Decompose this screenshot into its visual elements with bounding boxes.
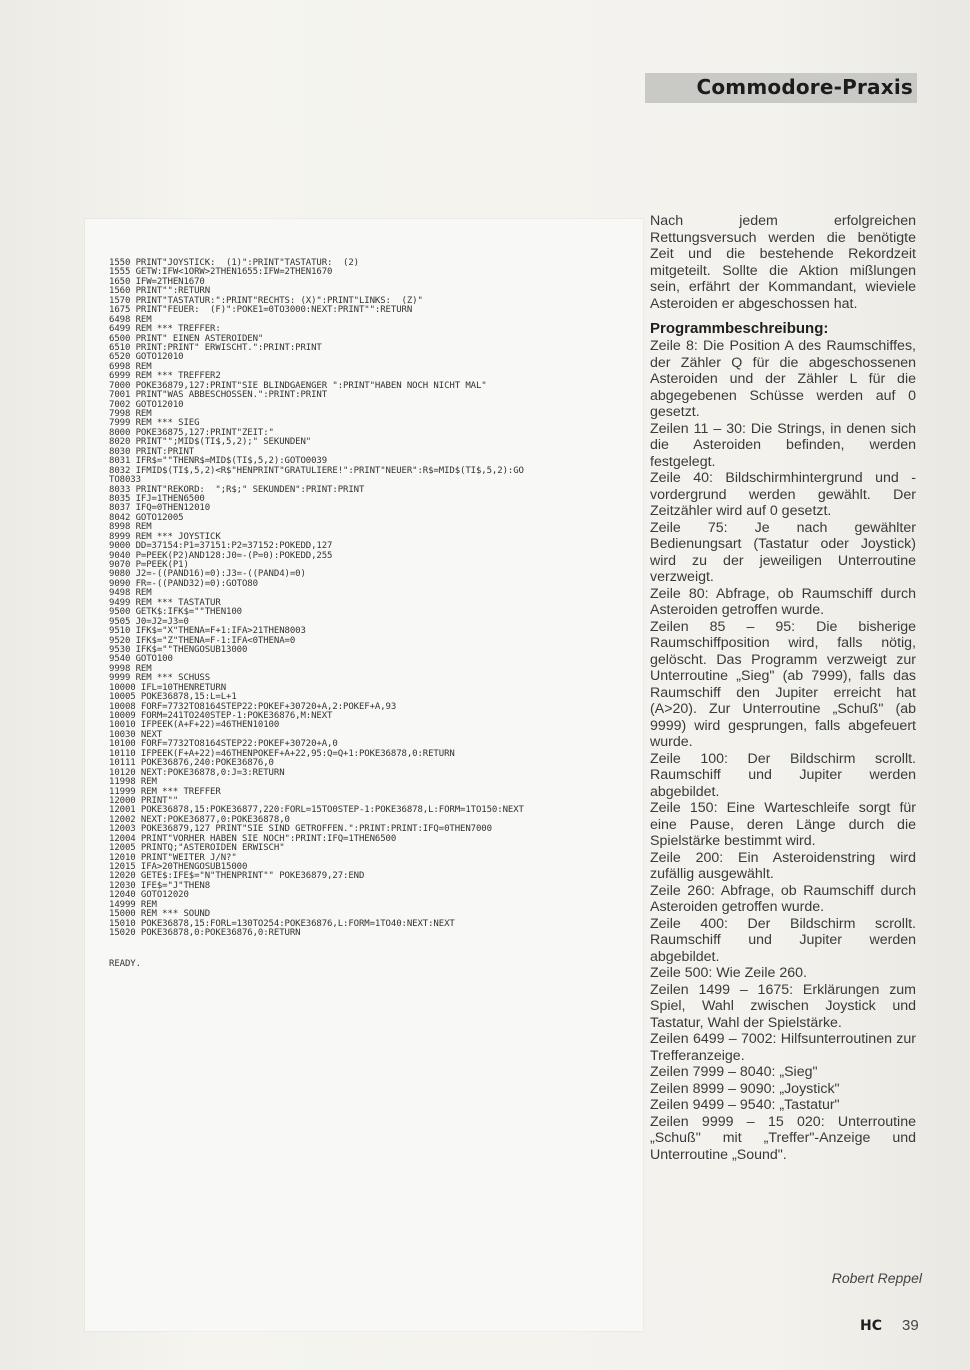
section-header xyxy=(645,73,917,103)
code-line: 12020 GETE$:IFE$="N"THENPRINT"" POKE36879,27:END xyxy=(109,871,365,882)
code-line: 8035 IFJ=1THEN6500 xyxy=(109,493,205,504)
code-line: 8000 POKE36875,127:PRINT"ZEIT:" xyxy=(109,427,274,438)
description-item: Zeile 100: Der Bildschirm scrollt. Raumschiff und Jupiter werden abgebildet. xyxy=(650,750,916,800)
code-line: 1650 IFW=2THEN1670 xyxy=(109,276,205,287)
description-list xyxy=(650,338,916,1163)
code-line: 10030 NEXT xyxy=(109,729,163,740)
description-item: Zeile 75: Je nach gewählter Bedienungsart (Tastatur oder Joystick) wird zu der jeweiligen Unterroutine verzweigt. xyxy=(650,519,916,585)
code-line: 9070 P=PEEK(P1) xyxy=(109,560,189,570)
code-line: 10110 IFPEEK(F+A+22)=46THENPOKEF+A+22,95:Q=Q+1:POKE36878,0:RETURN xyxy=(109,748,455,759)
code-line: 9040 P=PEEK(P2)AND128:J0=-(P=0):POKEDD,255 xyxy=(109,550,333,561)
code-line: 8032 IFMID$(TI$,5,2)<R$"HENPRINT"GRATULIERE!":PRINT"NEUER":R$=MID$(TI$,5,2):GO xyxy=(109,465,524,476)
code-line: 12004 PRINT"VORHER HABEN SIE NOCH":PRINT:IFQ=1THEN6500 xyxy=(109,833,397,844)
code-line: 10005 POKE36878,15:L=L+1 xyxy=(109,692,237,703)
code-line: 11998 REM xyxy=(109,777,157,788)
description-item: Zeile 500: Wie Zeile 260. xyxy=(650,965,807,981)
description-item: Zeile 200: Ein Asteroidenstring wird zufällig ausgewählt. xyxy=(650,849,916,882)
code-line: 12005 PRINTQ;"ASTEROIDEN ERWISCH" xyxy=(109,843,285,854)
section-title: Commodore-Praxis xyxy=(696,75,913,99)
magazine-brand: HC xyxy=(860,1318,882,1334)
code-line: 9520 IFK$="Z"THENA=F-1:IFA<0THENA=0 xyxy=(109,635,296,646)
description-item: Zeilen 11 – 30: Die Strings, in denen sich die Asteroiden befinden, werden festgelegt. xyxy=(650,420,916,470)
code-line: 12010 PRINT"WEITER J/N?" xyxy=(109,852,237,863)
code-line: 10000 IFL=10THENRETURN xyxy=(109,682,227,693)
code-line: 9510 IFK$="X"THENA=F+1:IFA>21THEN8003 xyxy=(109,626,306,637)
code-line: 12001 POKE36878,15:POKE36877,220:FORL=15TO0STEP-1:POKE36878,L:FORM=1TO150:NEXT xyxy=(109,805,524,816)
description-item: Zeile 260: Abfrage, ob Raumschiff durch Asteroiden getroffen wurde. xyxy=(650,882,916,915)
code-line: 8999 REM *** JOYSTICK xyxy=(109,531,221,542)
code-line: 9500 GETK$:IFK$=""THEN100 xyxy=(109,607,242,618)
description-item: Zeile 80: Abfrage, ob Raumschiff durch Asteroiden getroffen wurde. xyxy=(650,585,916,618)
code-line: 8031 IFR$=""THENR$=MID$(TI$,5,2):GOTO0039 xyxy=(109,456,328,467)
code-line: 9999 REM *** SCHUSS xyxy=(109,673,211,684)
article-heading: Programmbeschreibung: xyxy=(650,320,829,337)
description-item: Zeile 150: Eine Warteschleife sorgt für eine Pause, deren Länge durch die Spielstärke bestimmt wird. xyxy=(650,800,916,849)
code-line: 9499 REM *** TASTATUR xyxy=(109,597,221,608)
code-line: 8042 GOTO12005 xyxy=(109,512,184,523)
code-line: 12002 NEXT:POKE36877,0:POKE36878,0 xyxy=(109,814,290,825)
code-line: 9505 J0=J2=J3=0 xyxy=(109,616,189,627)
code-line: 12040 GOTO12020 xyxy=(109,890,189,901)
code-line: 12000 PRINT"" xyxy=(109,795,179,806)
code-line: 6510 PRINT:PRINT" ERWISCHT.":PRINT:PRINT xyxy=(109,342,322,353)
code-line: 12003 POKE36879,127 PRINT"SIE SIND GETROFFEN.":PRINT:PRINT:IFQ=0THEN7000 xyxy=(109,824,492,835)
code-line: 10120 NEXT:POKE36878,0:J=3:RETURN xyxy=(109,767,285,778)
code-line: 10111 POKE36876,240:POKE36876,0 xyxy=(109,758,274,769)
code-line: 10009 FORM=241TO240STEP-1:POKE36876,M:NEXT xyxy=(109,711,333,721)
code-line: 8037 IFQ=0THEN12010 xyxy=(109,503,211,514)
code-line: 6520 GOTO12010 xyxy=(109,352,184,363)
code-line: 6998 REM xyxy=(109,361,152,372)
code-line: 6498 REM xyxy=(109,314,152,325)
code-line: 12030 IFE$="J"THEN8 xyxy=(109,880,211,891)
code-line: 1555 GETW:IFW<1ORW>2THEN1655:IFW=2THEN1670 xyxy=(109,267,333,278)
code-line: TO8033 xyxy=(109,475,141,486)
code-line: 8020 PRINT"";MID$(TI$,5,2);" SEKUNDEN" xyxy=(109,437,312,448)
description-item: Zeilen 85 – 95: Die bisherige Raumschiffposition wird, falls nötig, gelöscht. Das Programm verzweigt zur Unterroutine „Sieg" (ab 7999), falls das Raumschiff den Jupiter erreicht hat (A>20). Zur Unterroutine „Schuß" (ab 9999) wird gesprungen, falls abgefeuert wurde. xyxy=(650,618,916,750)
code-line: 9530 IFK$=""THENGOSUB13000 xyxy=(109,644,248,655)
code-line: 1675 PRINT"FEUER: (F)":POKE1=0TO3000:NEXT:PRINT"":RETURN xyxy=(109,305,413,316)
code-line: 15000 REM *** SOUND xyxy=(109,909,211,920)
code-line: 9498 REM xyxy=(109,588,152,599)
code-line: 12015 IFA>20THENGOSUB15000 xyxy=(109,862,248,872)
description-item: Zeile 40: Bildschirmhintergrund und -vordergrund werden gewählt. Der Zeitzähler wird auf 0 gesetzt. xyxy=(650,470,916,519)
description-item: Zeile 400: Der Bildschirm scrollt. Raumschiff und Jupiter werden abgebildet. xyxy=(650,915,916,965)
page-number: 39 xyxy=(902,1317,919,1334)
ready-prompt: READY. xyxy=(109,958,141,969)
code-line: 1570 PRINT"TASTATUR:":PRINT"RECHTS: (X)":PRINT"LINKS: (Z)" xyxy=(109,295,423,306)
code-line: 6500 PRINT" EINEN ASTEROIDEN" xyxy=(109,333,264,344)
code-line: 9000 DD=37154:P1=37151:P2=37152:POKEDD,127 xyxy=(109,541,333,552)
code-line: 8998 REM xyxy=(109,522,152,533)
code-line: 7999 REM *** SIEG xyxy=(109,418,200,429)
code-line: 9090 FR=-((PAND32)=0):GOTO80 xyxy=(109,578,258,589)
program-listing xyxy=(109,259,639,969)
description-item: Zeilen 9499 – 9540: „Tastatur" xyxy=(650,1097,840,1113)
article-column xyxy=(650,213,916,1163)
code-line: 7002 GOTO12010 xyxy=(109,399,184,410)
code-line: 15020 POKE36878,0:POKE36876,0:RETURN xyxy=(109,928,301,939)
code-line: 6499 REM *** TREFFER: xyxy=(109,324,221,335)
code-line: 8033 PRINT"REKORD: ";R$;" SEKUNDEN":PRINT:PRINT xyxy=(109,484,365,495)
article-intro: Nach jedem erfolgreichen Rettungsversuch werden die benötigte Zeit und die bestehende Rekordzeit mitgeteilt. Sollte die Aktion mißlungen sein, erfährt der Kommandant, wieviele Asteroiden er abgeschossen hat. xyxy=(650,213,916,312)
description-item: Zeilen 6499 – 7002: Hilfsunterroutinen zur Trefferanzeige. xyxy=(650,1031,916,1064)
code-line: 6999 REM *** TREFFER2 xyxy=(109,371,221,382)
code-line: 8030 PRINT:PRINT xyxy=(109,446,195,457)
description-item: Zeilen 8999 – 9090: „Joystick" xyxy=(650,1080,840,1097)
description-item: Zeile 8: Die Position A des Raumschiffes, der Zähler Q für die abgeschossenen Asteroiden und der Zähler L für die abgegebenen Schüsse werden auf 0 gesetzt. xyxy=(650,338,916,420)
code-line: 1560 PRINT"":RETURN xyxy=(109,286,211,297)
code-line: 7000 POKE36879,127:PRINT"SIE BLINDGAENGER ":PRINT"HABEN NOCH NICHT MAL" xyxy=(109,380,487,391)
code-line: 10010 IFPEEK(A+F+22)=46THEN10100 xyxy=(109,720,280,731)
author-name: Robert Reppel xyxy=(831,1270,922,1286)
code-line: 10008 FORF=7732TO8164STEP22:POKEF+30720+A,2:POKEF+A,93 xyxy=(109,701,397,712)
code-line: 9540 GOTO100 xyxy=(109,654,173,665)
description-item: Zeilen 1499 – 1675: Erklärungen zum Spiel, Wahl zwischen Joystick und Tastatur, Wahl der Spielstärke. xyxy=(650,981,916,1031)
code-line: 7998 REM xyxy=(109,409,152,419)
code-line: 11999 REM *** TREFFER xyxy=(109,786,221,797)
code-line: 1550 PRINT"JOYSTICK: (1)":PRINT"TASTATUR: (2) xyxy=(109,258,359,268)
description-item: Zeilen 9999 – 15 020: Unterroutine „Schuß" mit „Treffer"-Anzeige und Unterroutine „Sound". xyxy=(650,1113,916,1163)
code-line: 9080 J2=-((PAND16)=0):J3=-((PAND4)=0) xyxy=(109,569,306,580)
code-line: 9998 REM xyxy=(109,663,152,674)
code-line: 14999 REM xyxy=(109,899,157,910)
description-item: Zeilen 7999 – 8040: „Sieg" xyxy=(650,1064,818,1080)
code-line: 10100 FORF=7732TO8164STEP22:POKEF+30720+A,0 xyxy=(109,739,338,750)
code-line: 15010 POKE36878,15:FORL=130TO254:POKE36876,L:FORM=1TO40:NEXT:NEXT xyxy=(109,918,455,929)
code-line: 7001 PRINT"WAS ABBESCHOSSEN.":PRINT:PRINT xyxy=(109,390,328,401)
